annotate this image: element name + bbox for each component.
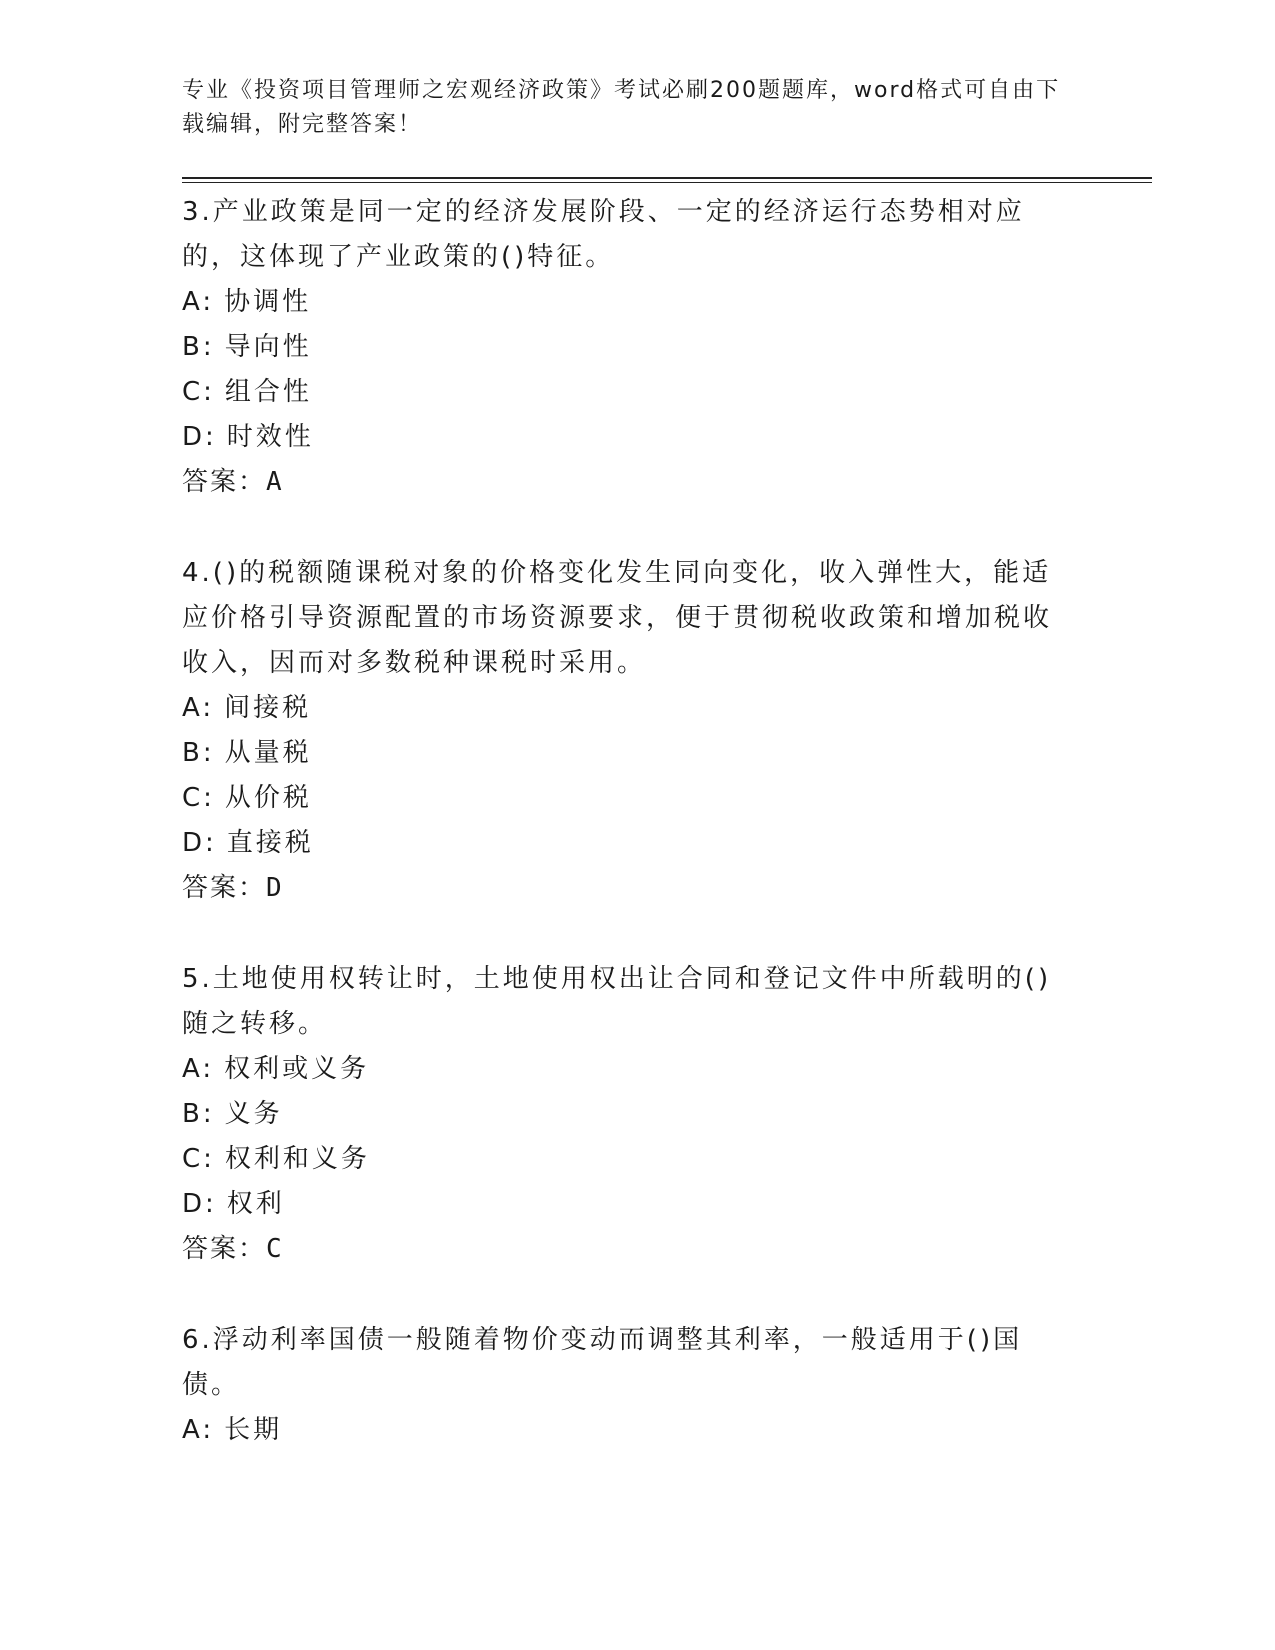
option-a — [182, 686, 1062, 731]
option-a — [182, 1408, 1062, 1453]
option-label: C: — [182, 377, 215, 407]
option-label: A: — [182, 1054, 215, 1084]
option-label: C: — [182, 1144, 215, 1174]
answer-label: 答案： — [182, 873, 267, 903]
option-a — [182, 1047, 1062, 1092]
question-stem: 5.土地使用权转让时，土地使用权出让合同和登记文件中所载明的()随之转移。 — [182, 964, 1052, 1039]
question-list — [182, 190, 1062, 1499]
answer-label: 答案： — [182, 467, 267, 497]
option-text: 间接税 — [224, 693, 312, 723]
option-c — [182, 776, 1062, 821]
option-text: 从量税 — [224, 738, 312, 768]
option-label: D: — [182, 1189, 217, 1219]
option-text: 导向性 — [224, 332, 312, 362]
answer-label: 答案： — [182, 1234, 267, 1264]
option-d — [182, 1182, 1062, 1227]
option-label: B: — [182, 738, 215, 768]
option-b — [182, 731, 1062, 776]
option-label: D: — [182, 422, 217, 452]
option-text: 协调性 — [224, 287, 312, 317]
option-b — [182, 1092, 1062, 1137]
question-4 — [182, 551, 1062, 911]
option-b — [182, 325, 1062, 370]
option-label: B: — [182, 1099, 215, 1129]
option-text: 权利和义务 — [224, 1144, 370, 1174]
question-stem: 6.浮动利率国债一般随着物价变动而调整其利率，一般适用于()国债。 — [182, 1325, 1023, 1400]
header-divider-thin — [182, 182, 1152, 183]
option-text: 义务 — [224, 1099, 283, 1129]
option-label: B: — [182, 332, 215, 362]
option-text: 权利或义务 — [224, 1054, 370, 1084]
option-label: A: — [182, 287, 215, 317]
option-c — [182, 1137, 1062, 1182]
option-d — [182, 415, 1062, 460]
option-label: A: — [182, 693, 215, 723]
option-d — [182, 821, 1062, 866]
option-text: 权利 — [226, 1189, 285, 1219]
header-divider-thick — [182, 177, 1152, 179]
answer-value: A — [266, 467, 282, 497]
answer-line — [182, 460, 1062, 505]
option-label: C: — [182, 783, 215, 813]
option-text: 长期 — [224, 1415, 283, 1445]
option-text: 直接税 — [226, 828, 314, 858]
question-3 — [182, 190, 1062, 505]
answer-line — [182, 1227, 1062, 1272]
option-label: D: — [182, 828, 217, 858]
answer-value: D — [266, 873, 282, 903]
option-a — [182, 280, 1062, 325]
document-header: 专业《投资项目管理师之宏观经济政策》考试必刷200题题库，word格式可自由下载编辑，附完整答案！ — [182, 78, 1061, 137]
question-5 — [182, 957, 1062, 1272]
option-text: 时效性 — [226, 422, 314, 452]
question-stem: 3.产业政策是同一定的经济发展阶段、一定的经济运行态势相对应的，这体现了产业政策的()特征。 — [182, 197, 1025, 272]
answer-value: C — [266, 1234, 282, 1264]
question-stem: 4.()的税额随课税对象的价格变化发生同向变化，收入弹性大，能适应价格引导资源配置的市场资源要求，便于贯彻税收政策和增加税收收入，因而对多数税种课税时采用。 — [182, 558, 1053, 678]
option-c — [182, 370, 1062, 415]
question-6 — [182, 1318, 1062, 1453]
answer-line — [182, 866, 1062, 911]
option-label: A: — [182, 1415, 215, 1445]
option-text: 组合性 — [224, 377, 312, 407]
option-text: 从价税 — [224, 783, 312, 813]
